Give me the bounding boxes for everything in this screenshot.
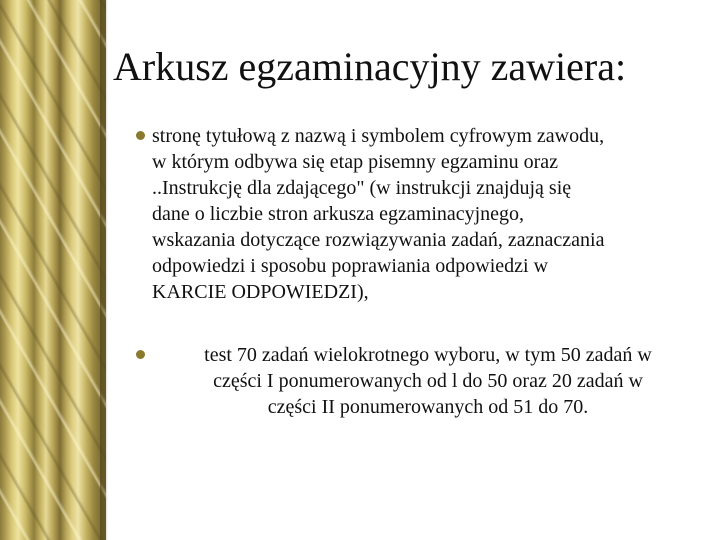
band-texture: [0, 0, 106, 540]
band-shadow: [100, 0, 108, 540]
bullet-dot-icon: [136, 350, 145, 359]
bullet-text-2: [150, 342, 706, 420]
bullet-2-line: części I ponumerowanych od l do 50 oraz 20 zadań w: [213, 370, 643, 392]
slide-title: Arkusz egzaminacyjny zawiera:: [113, 44, 627, 89]
bullet-1-line: wskazania dotyczące rozwiązywania zadań, zaznaczania: [152, 229, 605, 251]
bullet-2-line: części II ponumerowanych od 51 do 70.: [267, 396, 589, 418]
bullet-text-1: [152, 123, 704, 305]
bullet-1-line: ..Instrukcję dla zdającego" (w instrukcji znajdują się: [152, 177, 572, 199]
bullet-1-line: odpowiedzi i sposobu poprawiania odpowiedzi w: [152, 255, 549, 277]
bullet-2-line: test 70 zadań wielokrotnego wyboru, w tym 50 zadań w: [204, 344, 652, 366]
decorative-gold-band: [0, 0, 106, 540]
bullet-1-line: w którym odbywa się etap pisemny egzaminu oraz: [152, 151, 558, 173]
bullet-1-line: KARCIE ODPOWIEDZI),: [152, 281, 369, 303]
bullet-dot-icon: [136, 131, 145, 140]
bullet-1-line: dane o liczbie stron arkusza egzaminacyjnego,: [152, 203, 525, 225]
bullet-1-line: stronę tytułową z nazwą i symbolem cyfrowym zawodu,: [152, 125, 605, 147]
